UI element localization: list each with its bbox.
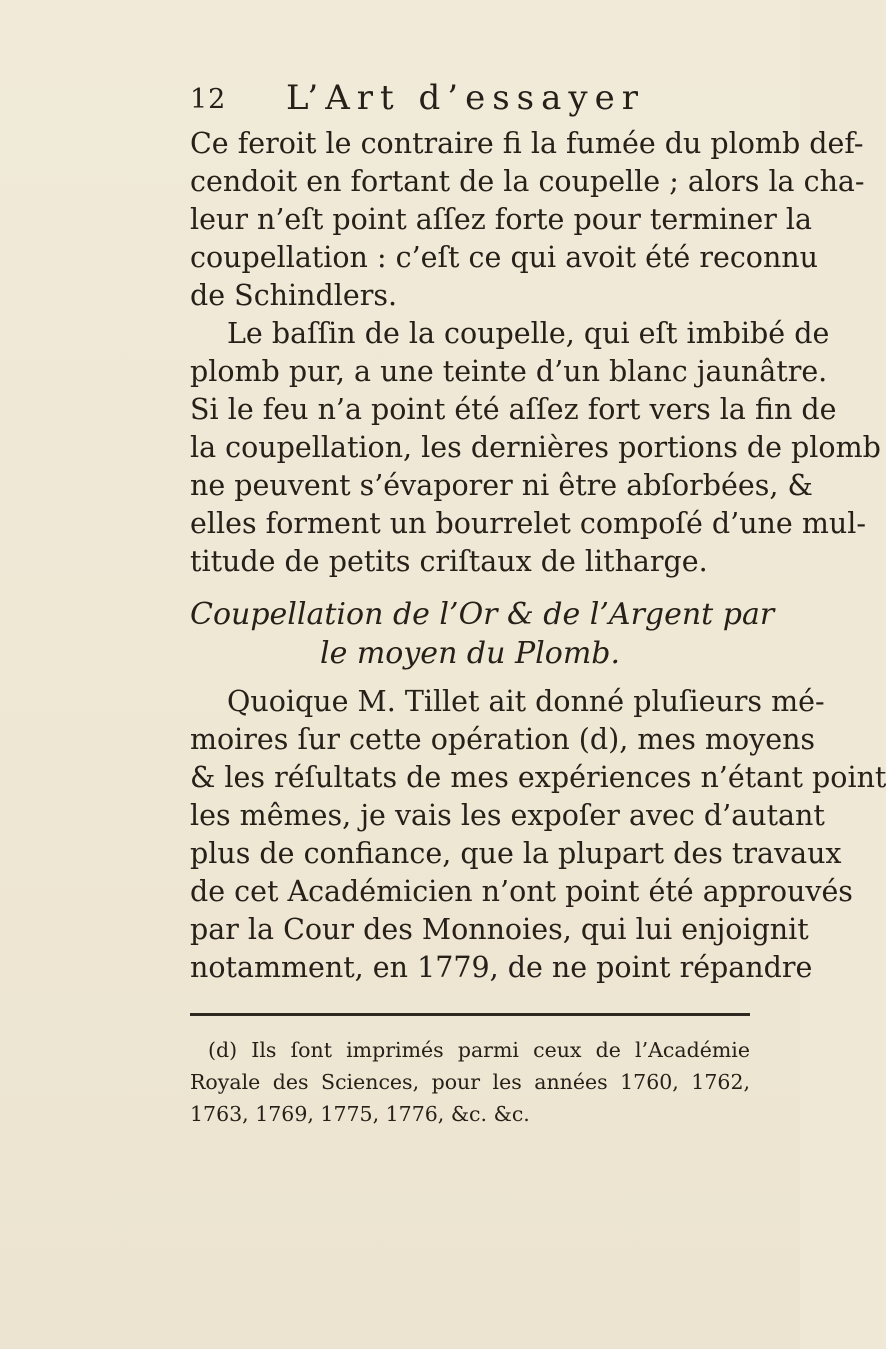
text-line: elles forment un bourrelet compoſé d’une mul- bbox=[190, 507, 866, 540]
page-header bbox=[190, 78, 660, 122]
text-line: la coupellation, les dernières portions de plomb bbox=[190, 431, 881, 464]
section-heading-line-2: le moyen du Plomb. bbox=[319, 636, 621, 671]
body-text bbox=[190, 125, 886, 987]
text-line: les mêmes, je vais les expoſer avec d’autant bbox=[190, 799, 825, 832]
paragraph-3 bbox=[190, 683, 886, 987]
text-line: Le baſſin de la coupelle, qui eſt imbibé de bbox=[227, 317, 830, 350]
text-line: & les réſultats de mes expériences n’étant point bbox=[190, 761, 886, 794]
page-number: 12 bbox=[190, 84, 227, 115]
text-line: coupellation : c’eſt ce qui avoit été reconnu bbox=[190, 241, 819, 274]
footnote-line: 1763, 1769, 1775, 1776, &c. &c. bbox=[190, 1102, 530, 1126]
footnote-line: (d) Ils ſont imprimés parmi ceux de l’Académie bbox=[208, 1038, 750, 1062]
text-line: plomb pur, a une teinte d’un blanc jaunâtre. bbox=[190, 355, 828, 388]
text-line: Quoique M. Tillet ait donné pluſieurs mé- bbox=[227, 685, 825, 718]
text-line: titude de petits criſtaux de litharge. bbox=[190, 545, 708, 578]
text-line: cendoit en fortant de la coupelle ; alors la cha- bbox=[190, 165, 865, 198]
running-title: L’Art d’essayer bbox=[286, 78, 645, 118]
text-line: leur n’eſt point aſſez forte pour terminer la bbox=[190, 203, 813, 236]
footnote bbox=[190, 1034, 750, 1130]
text-line: de Schindlers. bbox=[190, 279, 398, 312]
text-line: moires ſur cette opération (d), mes moyens bbox=[190, 723, 816, 756]
text-line: ne peuvent s’évaporer ni être abſorbées, & bbox=[190, 469, 813, 502]
text-line: de cet Académicien n’ont point été approuvés bbox=[190, 875, 853, 908]
text-line: plus de confiance, que la plupart des travaux bbox=[190, 837, 842, 870]
footnote-line: Royale des Sciences, pour les années 1760, 1762, bbox=[190, 1070, 750, 1094]
footnote-divider bbox=[190, 1013, 750, 1016]
text-line: notamment, en 1779, de ne point répandre bbox=[190, 951, 813, 984]
text-line: par la Cour des Monnoies, qui lui enjoignit bbox=[190, 913, 809, 946]
text-line: Ce feroit le contraire fi la fumée du plomb def- bbox=[190, 127, 864, 160]
section-heading-line-1: Coupellation de l’Or & de l’Argent par bbox=[190, 597, 775, 632]
text-line: Si le feu n’a point été aſſez fort vers la fin de bbox=[190, 393, 837, 426]
paragraph-1 bbox=[190, 125, 865, 315]
paragraph-2 bbox=[190, 315, 881, 581]
